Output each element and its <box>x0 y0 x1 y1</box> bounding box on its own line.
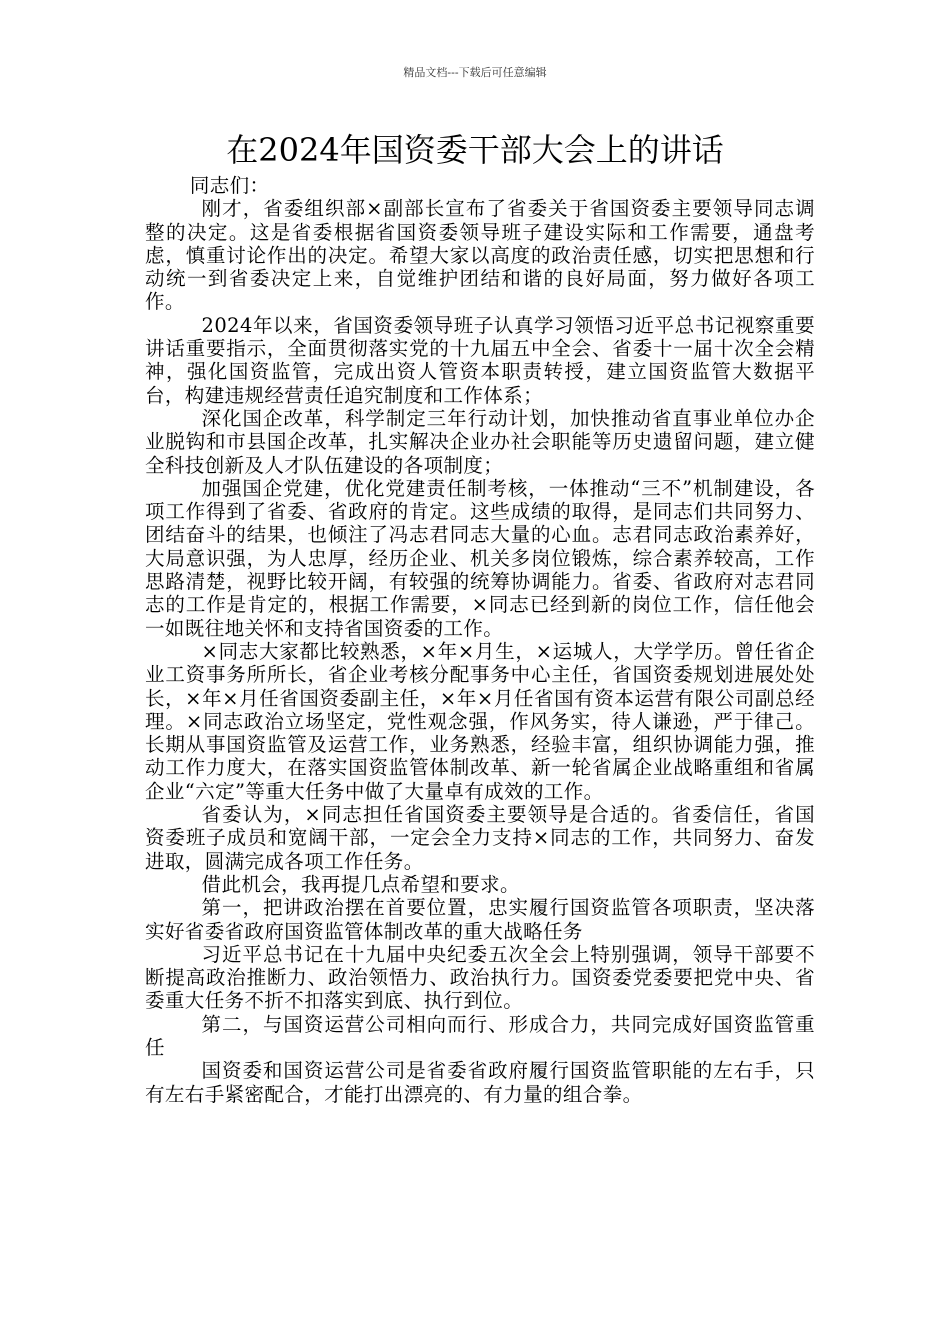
paragraph-1: 刚才，省委组织部×副部长宣布了省委关于省国资委主要领导同志调整的决定。这是省委根据省国资委领导班子建设实际和工作需要，通盘考虑，慎重讨论作出的决定。希望大家以高度的政治责任感，切实把思想和行动统一到省委决定上来，自觉维护团结和谐的良好局面，努力做好各项工作。 <box>145 197 815 314</box>
salutation: 同志们： <box>189 174 270 197</box>
paragraph-11: 国资委和国资运营公司是省委省政府履行国资监管职能的左右手，只有左右手紧密配合，才能打出漂亮的、有力量的组合拳。 <box>145 1059 815 1106</box>
paragraph-10: 第二，与国资运营公司相向而行、形成合力，共同完成好国资监管重任 <box>145 1012 815 1059</box>
paragraph-6: 省委认为，×同志担任省国资委主要领导是合适的。省委信任，省国资委班子成员和宽阔干部，一定会全力支持×同志的工作，共同努力、奋发进取，圆满完成各项工作任务。 <box>145 803 815 873</box>
paragraph-3: 深化国企改革，科学制定三年行动计划，加快推动省直事业单位办企业脱钩和市县国企改革，扎实解决企业办社会职能等历史遗留问题，建立健全科技创新及人才队伍建设的各项制度； <box>145 406 815 477</box>
paragraph-2: 2024年以来，省国资委领导班子认真学习领悟习近平总书记视察重要讲话重要指示，全面贯彻落实党的十九届五中全会、省委十一届十次全会精神，强化国资监管，完成出资人管资本职责转授，建立国资监管大数据平台，构建违规经营责任追究制度和工作体系； <box>145 313 815 407</box>
paragraph-5: ×同志大家都比较熟悉，×年×月生，×运城人，大学学历。曾任省企业工资事务所所长，省企业考核分配事务中心主任，省国资委规划进展处处长，×年×月任省国资委副主任，×年×月任省国有资本运营有限公司副总经理。×同志政治立场坚定，党性观念强，作风务实，待人谦逊，严于律己。长期从事国资监管及运营工作，业务熟悉，经验丰富，组织协调能力强，推动工作力度大，在落实国资监管体制改革、新一轮省属企业战略重组和省属企业“六定”等重大任务中做了大量卓有成效的工作。 <box>145 639 815 803</box>
header-note: 精品文档---下载后可任意编辑 <box>403 66 547 79</box>
paragraph-9: 习近平总书记在十九届中央纪委五次全会上特别强调，领导干部要不断提高政治推断力、政治领悟力、政治执行力。国资委党委要把党中央、省委重大任务不折不扣落实到底、执行到位。 <box>145 942 815 1013</box>
paragraph-4: 加强国企党建，优化党建责任制考核，一体推动“三不”机制建设，各项工作得到了省委、省政府的肯定。这些成绩的取得，是同志们共同努力、团结奋斗的结果，也倾注了冯志君同志大量的心血。志君同志政治素养好，大局意识强，为人忠厚，经历企业、机关多岗位锻炼，综合素养较高，工作思路清楚，视野比较开阔，有较强的统筹协调能力。省委、省政府对志君同志的工作是肯定的，根据工作需要，×同志已经到新的岗位工作，信任他会一如既往地关怀和支持省国资委的工作。 <box>145 476 815 640</box>
page-title: 在2024年国资委干部大会上的讲话 <box>226 131 724 169</box>
paragraph-7: 借此机会，我再提几点希望和要求。 <box>201 872 520 896</box>
paragraph-8: 第一，把讲政治摆在首要位置，忠实履行国资监管各项职责，坚决落实好省委省政府国资监管体制改革的重大战略任务 <box>145 896 815 943</box>
document-body <box>145 174 815 1106</box>
